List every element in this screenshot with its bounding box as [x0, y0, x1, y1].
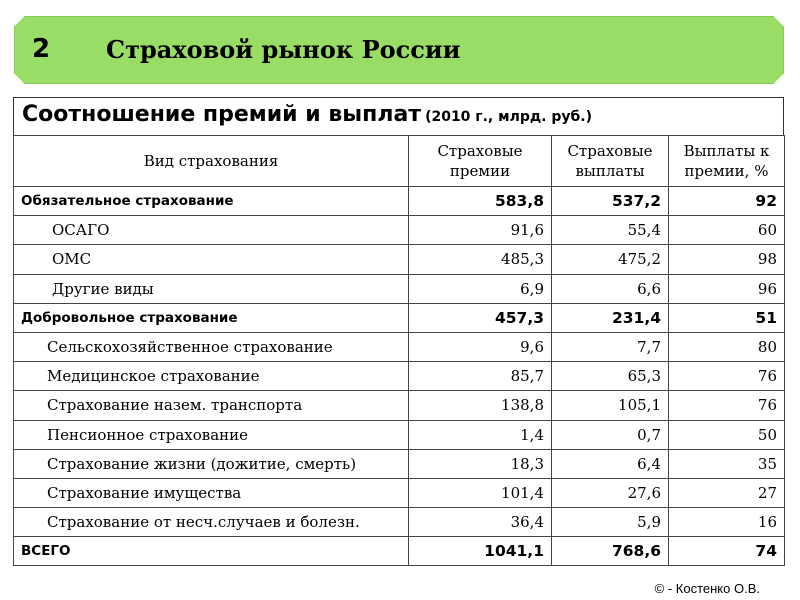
insurance-table: [13, 135, 785, 566]
row-payouts: 6,6: [552, 274, 669, 303]
banner-corner-cut: [14, 72, 26, 84]
row-payouts: 5,9: [552, 508, 669, 537]
row-ratio: 16: [669, 508, 785, 537]
row-ratio: 35: [669, 449, 785, 478]
row-name: Обязательное страхование: [14, 187, 409, 216]
slide-title: Страховой рынок России: [106, 35, 461, 64]
row-name: Пенсионное страхование: [14, 420, 409, 449]
row-premiums: 36,4: [409, 508, 552, 537]
row-payouts: 231,4: [552, 303, 669, 332]
header-ratio: Выплаты к премии, %: [669, 136, 785, 187]
row-premiums: 6,9: [409, 274, 552, 303]
section-number: 2: [32, 34, 51, 64]
row-name: Страхование от несч.случаев и болезн.: [14, 508, 409, 537]
title-banner: [14, 16, 784, 84]
row-ratio: 27: [669, 478, 785, 507]
table-row: [14, 478, 785, 507]
row-payouts: 27,6: [552, 478, 669, 507]
table-row: [14, 303, 785, 332]
row-payouts: 768,6: [552, 537, 669, 566]
row-payouts: 55,4: [552, 216, 669, 245]
row-premiums: 1041,1: [409, 537, 552, 566]
table-row: [14, 274, 785, 303]
header-premiums: Страховые премии: [409, 136, 552, 187]
row-premiums: 457,3: [409, 303, 552, 332]
row-ratio: 76: [669, 362, 785, 391]
table-row: [14, 420, 785, 449]
header-type: Вид страхования: [14, 136, 409, 187]
header-payouts: Страховые выплаты: [552, 136, 669, 187]
row-payouts: 475,2: [552, 245, 669, 274]
row-name: Медицинское страхование: [14, 362, 409, 391]
row-premiums: 85,7: [409, 362, 552, 391]
row-name: Добровольное страхование: [14, 303, 409, 332]
row-ratio: 92: [669, 187, 785, 216]
row-premiums: 1,4: [409, 420, 552, 449]
row-payouts: 537,2: [552, 187, 669, 216]
table-caption: [13, 97, 784, 135]
table-row: [14, 216, 785, 245]
row-ratio: 96: [669, 274, 785, 303]
caption-text: [22, 102, 592, 127]
row-payouts: 105,1: [552, 391, 669, 420]
row-name: Страхование имущества: [14, 478, 409, 507]
row-premiums: 138,8: [409, 391, 552, 420]
table-row: [14, 362, 785, 391]
row-ratio: 51: [669, 303, 785, 332]
row-premiums: 583,8: [409, 187, 552, 216]
row-ratio: 60: [669, 216, 785, 245]
row-premiums: 91,6: [409, 216, 552, 245]
row-payouts: 7,7: [552, 332, 669, 361]
row-premiums: 485,3: [409, 245, 552, 274]
row-ratio: 80: [669, 332, 785, 361]
row-premiums: 9,6: [409, 332, 552, 361]
table-row: [14, 332, 785, 361]
table-row: [14, 245, 785, 274]
copyright-notice: © - Костенко О.В.: [654, 581, 760, 596]
table-row: [14, 508, 785, 537]
row-name: Сельскохозяйственное страхование: [14, 332, 409, 361]
banner-corner-cut: [772, 72, 784, 84]
row-ratio: 76: [669, 391, 785, 420]
row-payouts: 6,4: [552, 449, 669, 478]
row-name: ВСЕГО: [14, 537, 409, 566]
caption-main: Соотношение премий и выплат: [22, 102, 422, 127]
table-row: [14, 537, 785, 566]
row-name: Страхование жизни (дожитие, смерть): [14, 449, 409, 478]
table-row: [14, 449, 785, 478]
table-body: [14, 187, 785, 566]
row-payouts: 65,3: [552, 362, 669, 391]
table-row: [14, 391, 785, 420]
row-premiums: 101,4: [409, 478, 552, 507]
banner-corner-cut: [14, 16, 26, 28]
row-name: ОСАГО: [14, 216, 409, 245]
row-name: Страхование назем. транспорта: [14, 391, 409, 420]
row-ratio: 98: [669, 245, 785, 274]
caption-detail: (2010 г., млрд. руб.): [425, 109, 592, 125]
row-name: Другие виды: [14, 274, 409, 303]
row-ratio: 50: [669, 420, 785, 449]
row-name: ОМС: [14, 245, 409, 274]
table-header-row: [14, 136, 785, 187]
banner-corner-cut: [772, 16, 784, 28]
table-row: [14, 187, 785, 216]
row-premiums: 18,3: [409, 449, 552, 478]
row-payouts: 0,7: [552, 420, 669, 449]
row-ratio: 74: [669, 537, 785, 566]
